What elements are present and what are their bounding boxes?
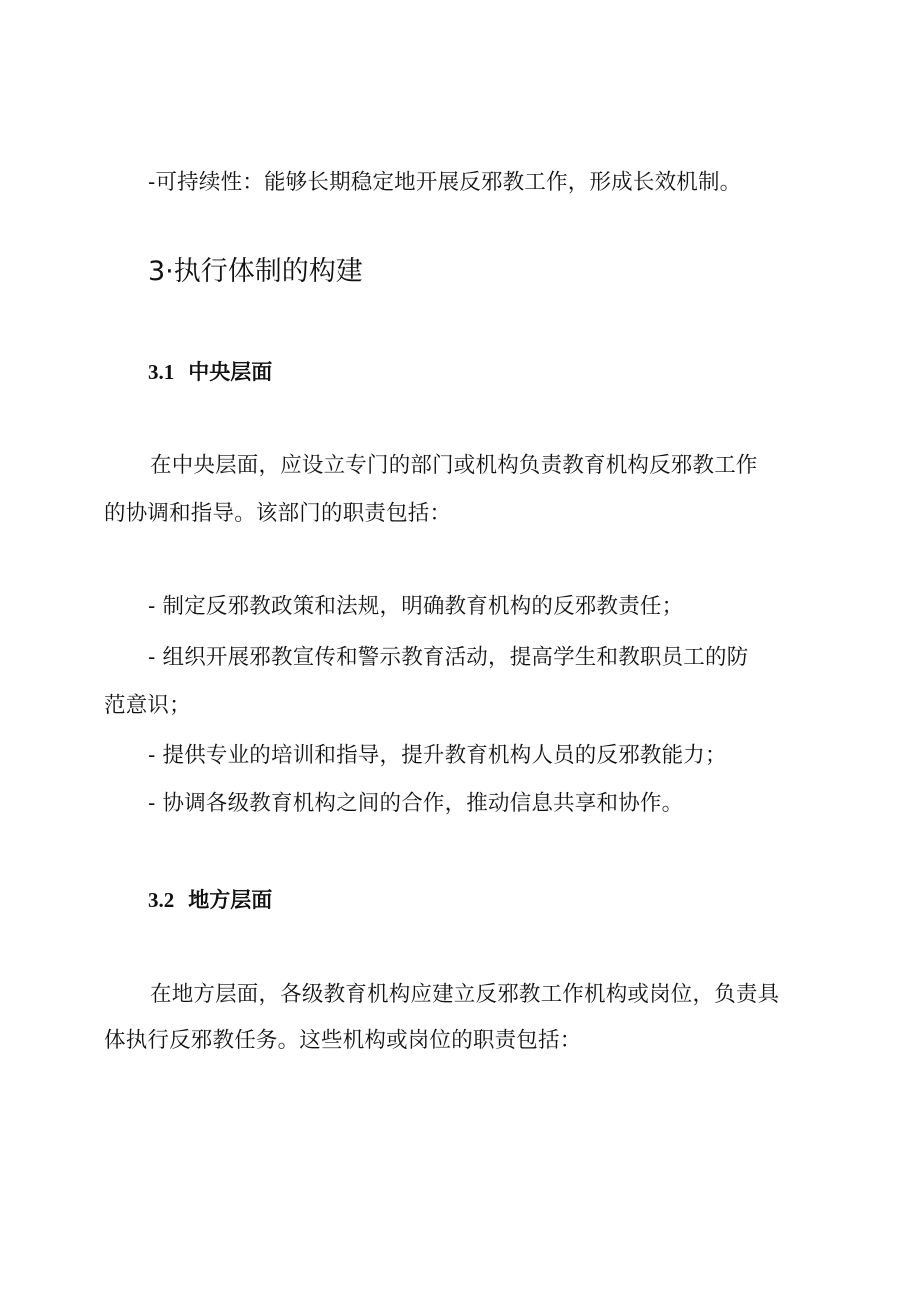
paragraph-line: 的协调和指导。该部门的职责包括： [104, 501, 452, 526]
list-item-continuation: 范意识； [104, 693, 191, 718]
subsection-title: 地方层面 [188, 888, 273, 912]
list-item: - 制定反邪教政策和法规，明确教育机构的反邪教责任； [148, 594, 684, 619]
subsection-heading-3-1 [148, 357, 272, 387]
intro-bullet: -可持续性：能够长期稳定地开展反邪教工作，形成长效机制。 [148, 170, 742, 195]
paragraph-line: 在中央层面，应设立专门的部门或机构负责教育机构反邪教工作 [150, 453, 758, 478]
subsection-heading-3-2 [148, 885, 272, 915]
section-title: 3·执行体制的构建 [148, 256, 363, 287]
paragraph-line: 体执行反邪教任务。这些机构或岗位的职责包括： [104, 1028, 582, 1053]
paragraph-line: 在地方层面，各级教育机构应建立反邪教工作机构或岗位，负责具 [150, 982, 780, 1007]
list-item: - 提供专业的培训和指导，提升教育机构人员的反邪教能力； [148, 743, 727, 768]
list-item: - 组织开展邪教宣传和警示教育活动，提高学生和教职员工的防 [148, 645, 749, 670]
subsection-number: 3.2 [148, 888, 175, 912]
list-item: - 协调各级教育机构之间的合作，推动信息共享和协作。 [148, 791, 684, 816]
subsection-title: 中央层面 [188, 360, 273, 384]
subsection-number: 3.1 [148, 360, 175, 384]
